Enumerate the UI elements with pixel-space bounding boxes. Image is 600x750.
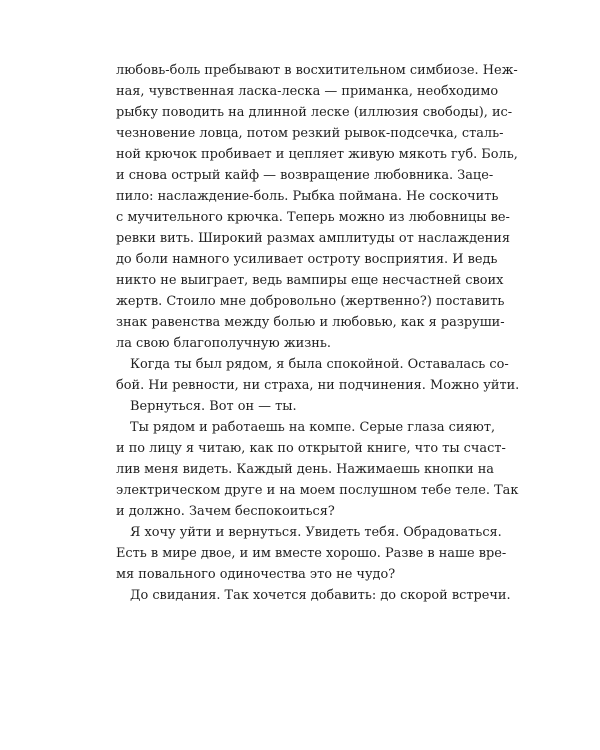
text-line: ная, чувственная ласка-леска — приманка, необходимо (116, 84, 499, 99)
text-line: мя повального одиночества это не чудо? (116, 567, 396, 582)
text-line: Есть в мире двое, и им вместе хорошо. Разве в наше вре- (116, 546, 507, 561)
text-line: ревки вить. Широкий размах амплитуды от наслаждения (116, 231, 510, 246)
text-line: Ты рядом и работаешь на компе. Серые глаза сияют, (130, 420, 496, 435)
text-line: жертв. Стоило мне добровольно (жертвенно?) поставить (116, 294, 505, 309)
text-line: и по лицу я читаю, как по открытой книге, что ты счаст- (116, 441, 506, 456)
text-line: и снова острый кайф — возвращение любовника. Заце- (116, 168, 494, 183)
text-line: пило: наслаждение-боль. Рыбка поймана. Не соскочить (116, 189, 499, 204)
text-line: рыбку поводить на длинной леске (иллюзия свободы), ис- (116, 105, 513, 120)
text-line: и должно. Зачем беспокоиться? (116, 504, 335, 519)
text-line: знак равенства между болью и любовью, как я разруши- (116, 315, 505, 330)
text-line: Вернуться. Вот он — ты. (130, 399, 297, 414)
text-line: До свидания. Так хочется добавить: до скорой встречи. (130, 588, 511, 603)
body-text (116, 60, 520, 606)
text-line: ной крючок пробивает и цепляет живую мякоть губ. Боль, (116, 147, 518, 162)
text-line: лив меня видеть. Каждый день. Нажимаешь кнопки на (116, 462, 494, 477)
text-line: Когда ты был рядом, я была спокойной. Оставалась со- (130, 357, 509, 372)
text-line: никто не выиграет, ведь вампиры еще несчастней своих (116, 273, 504, 288)
text-line: чезновение ловца, потом резкий рывок-подсечка, сталь- (116, 126, 504, 141)
text-line: бой. Ни ревности, ни страха, ни подчинения. Можно уйти. (116, 378, 520, 393)
text-line: до боли намного усиливает остроту восприятия. И ведь (116, 252, 498, 267)
text-line: Я хочу уйти и вернуться. Увидеть тебя. Обрадоваться. (130, 525, 502, 540)
text-line: ла свою благополучную жизнь. (116, 336, 332, 351)
text-line: любовь-боль пребывают в восхитительном симбиозе. Неж- (116, 63, 518, 78)
text-line: с мучительного крючка. Теперь можно из любовницы ве- (116, 210, 510, 225)
text-line: электрическом друге и на моем послушном тебе теле. Так (116, 483, 519, 498)
